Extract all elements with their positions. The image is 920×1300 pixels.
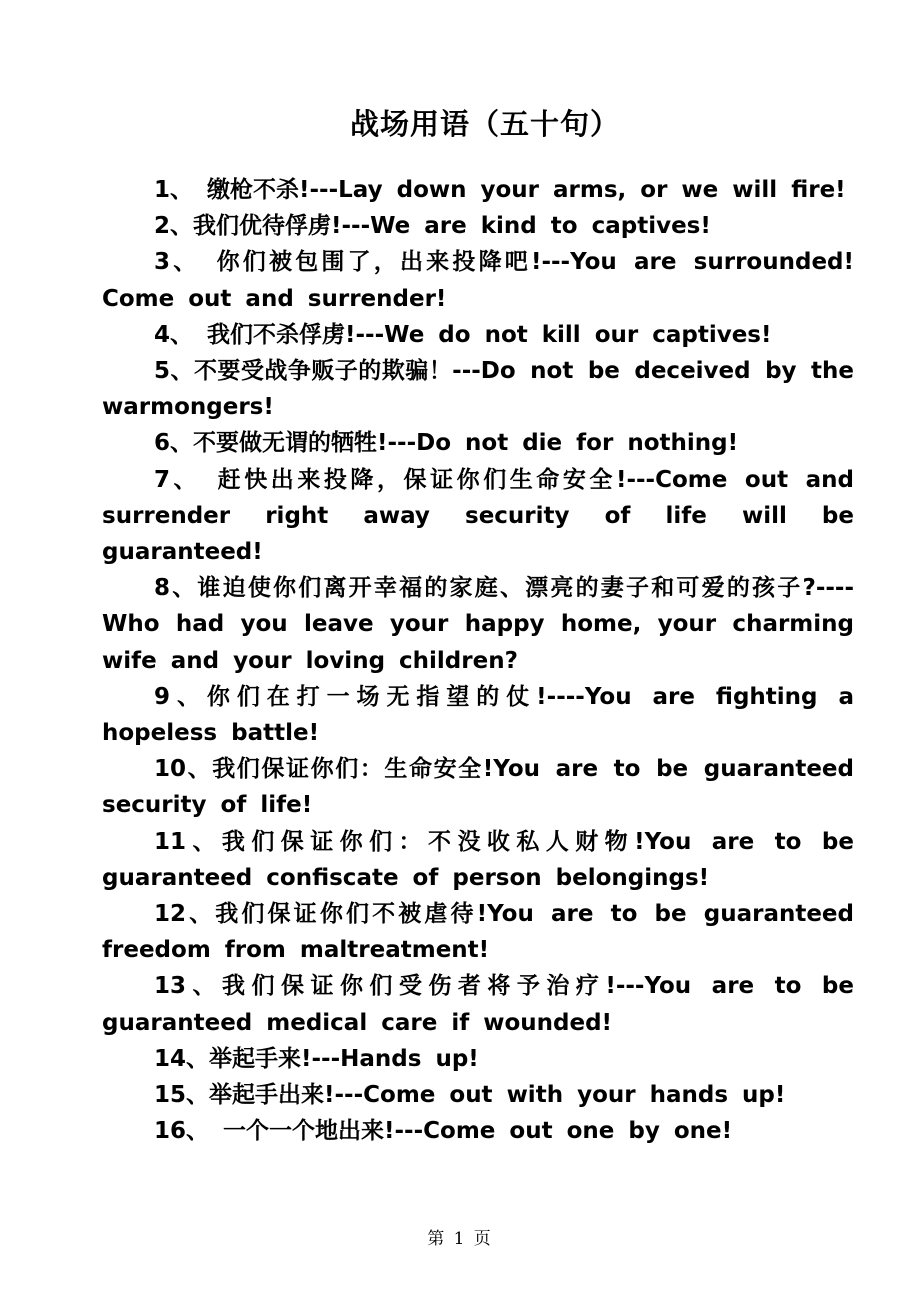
phrase-item: 12、我们保证你们不被虐待!You are to be guaranteed freedom from maltreatment! <box>102 901 854 964</box>
phrase-item: 8、谁迫使你们离开幸福的家庭、漂亮的妻子和可爱的孩子?----Who had you leave your happy home, your charming wife and your loving children? <box>102 575 854 674</box>
phrase-item: 3、 你们被包围了，出来投降吧!---You are surrounded! Come out and surrender! <box>102 249 854 312</box>
phrase-item: 16、 一个一个地出来!---Come out one by one! <box>154 1118 733 1145</box>
phrase-item: 9、你们在打一场无指望的仗!----You are fighting a hopeless battle! <box>102 683 854 747</box>
page-number: 第 1 页 <box>427 1229 493 1249</box>
phrase-item: 4、 我们不杀俘虏!---We do not kill our captives! <box>154 321 772 348</box>
document-title: 战场用语（五十句） <box>349 107 620 141</box>
phrase-item: 6、不要做无谓的牺牲!---Do not die for nothing! <box>154 430 739 457</box>
phrase-item: 2、我们优待俘虏!---We are kind to captives! <box>154 213 711 240</box>
phrase-item: 7、 赶快出来投降，保证你们生命安全!---Come out and surrender right away security of life will be guaranteed! <box>102 466 854 566</box>
phrase-item: 10、我们保证你们：生命安全!You are to be guaranteed security of life! <box>102 756 854 819</box>
phrase-item: 5、不要受战争贩子的欺骗！---Do not be deceived by the warmongers! <box>102 358 854 421</box>
phrase-list <box>102 172 854 1149</box>
phrase-item: 15、举起手出来!---Come out with your hands up! <box>154 1082 786 1109</box>
phrase-item: 1、 缴枪不杀!---Lay down your arms, or we will fire! <box>154 177 846 203</box>
phrase-item: 11、我们保证你们：不没收私人财物!You are to be guaranteed confiscate of person belongings! <box>102 828 854 891</box>
phrase-item: 14、举起手来!---Hands up! <box>154 1045 479 1072</box>
phrase-item: 13、我们保证你们受伤者将予治疗!---You are to be guaranteed medical care if wounded! <box>102 973 854 1036</box>
